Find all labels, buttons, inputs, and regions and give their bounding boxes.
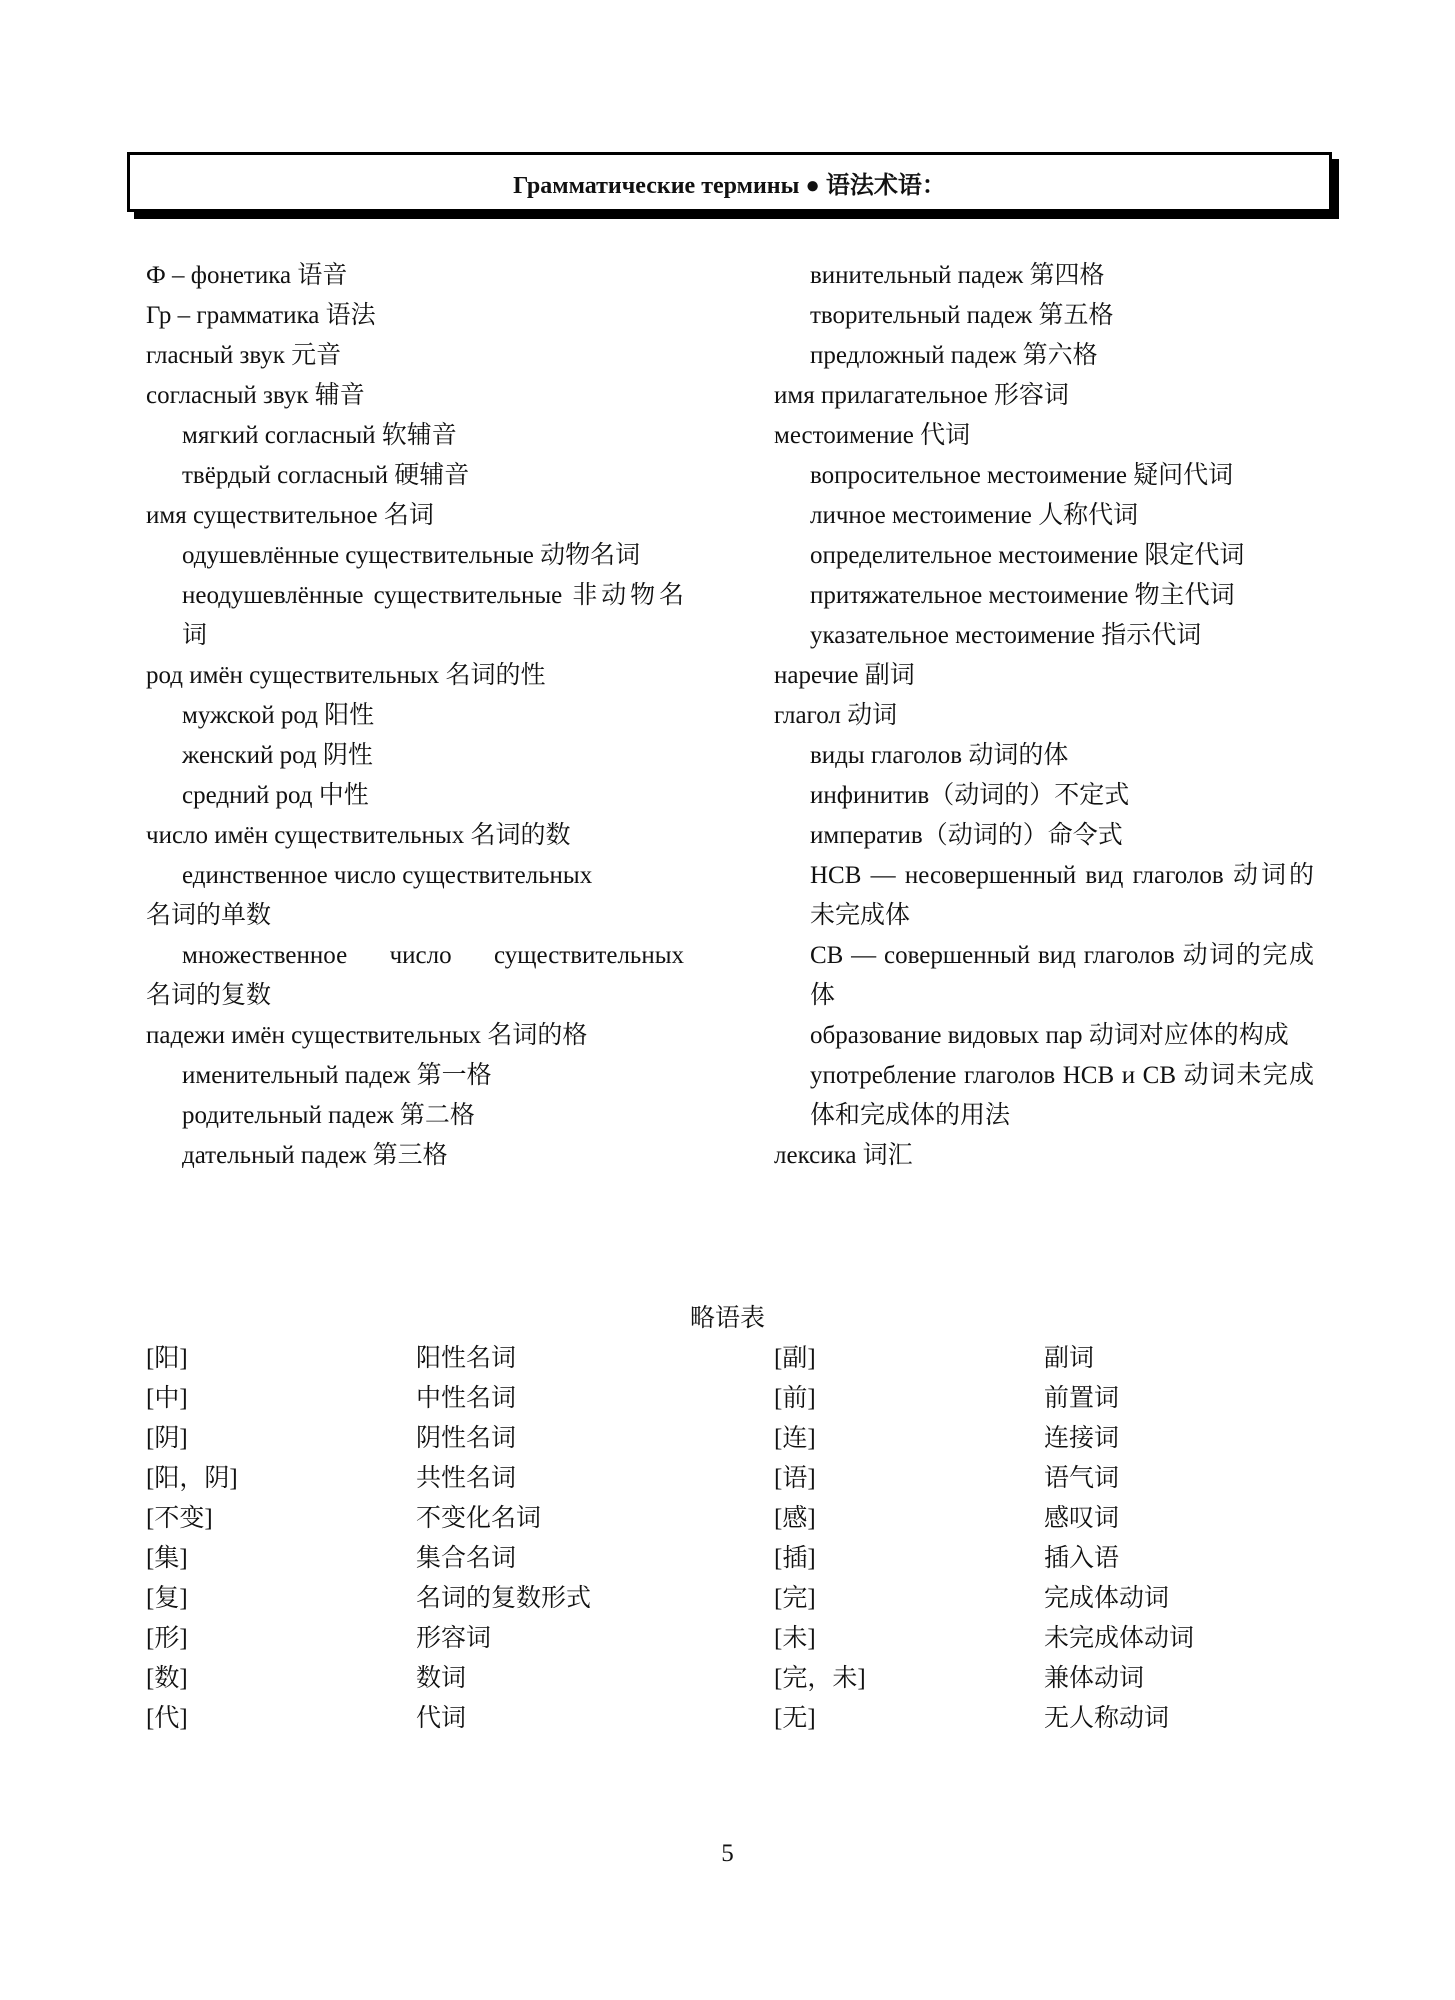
abbreviation-key: [语] xyxy=(774,1465,816,1492)
abbreviation-row xyxy=(774,1339,1194,1379)
term-entry: женский род 阴性 xyxy=(182,742,373,769)
abbreviation-key: [无] xyxy=(774,1705,816,1732)
abbreviation-meaning: 无人称动词 xyxy=(1044,1705,1170,1732)
abbreviation-key: [副] xyxy=(774,1345,816,1372)
abbreviation-row xyxy=(146,1659,591,1699)
abbreviation-key: [感] xyxy=(774,1505,816,1532)
abbreviation-list-left xyxy=(146,1339,591,1739)
abbreviation-meaning: 中性名词 xyxy=(416,1385,517,1412)
abbreviation-meaning: 感叹词 xyxy=(1044,1505,1120,1532)
term-entry: неодушевлённые существительные 非动物名词 xyxy=(182,582,684,649)
abbreviation-row xyxy=(146,1699,591,1739)
term-entry: род имён существительных 名词的性 xyxy=(146,662,546,689)
abbreviation-meaning: 共性名词 xyxy=(416,1465,517,1492)
terms-column-left xyxy=(146,256,684,1176)
abbreviation-key: [复] xyxy=(146,1585,188,1612)
term-entry: одушевлённые существительные 动物名词 xyxy=(182,542,641,569)
term-entry: вопросительное местоимение 疑问代词 xyxy=(810,462,1234,489)
term-entry: твёрдый согласный 硬辅音 xyxy=(182,462,470,489)
term-entry: именительный падеж 第一格 xyxy=(182,1062,492,1089)
abbreviation-row xyxy=(774,1379,1194,1419)
abbreviation-key: [阳，阴] xyxy=(146,1465,238,1492)
abbreviation-meaning: 连接词 xyxy=(1044,1425,1120,1452)
abbreviation-row xyxy=(146,1579,591,1619)
term-entry: 名词的复数 xyxy=(146,982,272,1009)
term-entry: определительное местоимение 限定代词 xyxy=(810,542,1245,569)
abbreviation-table-title: 略语表 xyxy=(689,1305,765,1332)
abbreviation-list-right xyxy=(774,1339,1194,1739)
term-entry: дательный падеж 第三格 xyxy=(182,1142,448,1169)
term-entry: употребление глаголов НСВ и СВ 动词未完成体和完成体的用法 xyxy=(810,1062,1314,1129)
abbreviation-key: [代] xyxy=(146,1705,188,1732)
terms-column-right xyxy=(774,256,1314,1176)
term-entry: глагол 动词 xyxy=(774,702,898,729)
term-entry: падежи имён существительных 名词的格 xyxy=(146,1022,588,1049)
abbreviation-meaning: 前置词 xyxy=(1044,1385,1120,1412)
abbreviation-key: [未] xyxy=(774,1625,816,1652)
abbreviation-meaning: 代词 xyxy=(416,1705,467,1732)
abbreviation-row xyxy=(146,1339,591,1379)
abbreviation-row xyxy=(774,1499,1194,1539)
abbreviation-meaning: 语气词 xyxy=(1044,1465,1120,1492)
term-entry: Гр – грамматика 语法 xyxy=(146,302,376,329)
term-entry: наречие 副词 xyxy=(774,662,915,689)
abbreviation-row xyxy=(146,1539,591,1579)
section-title-box xyxy=(127,152,1332,212)
abbreviation-row xyxy=(146,1619,591,1659)
abbreviation-meaning: 副词 xyxy=(1044,1345,1095,1372)
term-entry: Ф – фонетика 语音 xyxy=(146,262,348,289)
term-entry: виды глаголов 动词的体 xyxy=(810,742,1069,769)
term-entry: множественное число существительных xyxy=(182,942,684,969)
abbreviation-row xyxy=(146,1499,591,1539)
term-entry: имя существительное 名词 xyxy=(146,502,434,529)
term-entry: императив（动词的）命令式 xyxy=(810,822,1123,849)
abbreviation-key: [集] xyxy=(146,1545,188,1572)
abbreviation-meaning: 兼体动词 xyxy=(1044,1665,1145,1692)
term-entry: местоимение 代词 xyxy=(774,422,971,449)
abbreviation-row xyxy=(774,1579,1194,1619)
abbreviation-meaning: 名词的复数形式 xyxy=(416,1585,592,1612)
abbreviation-key: [前] xyxy=(774,1385,816,1412)
term-entry: число имён существительных 名词的数 xyxy=(146,822,571,849)
abbreviation-key: [插] xyxy=(774,1545,816,1572)
abbreviation-meaning: 阴性名词 xyxy=(416,1425,517,1452)
abbreviation-meaning: 数词 xyxy=(416,1665,467,1692)
term-entry: НСВ — несовершенный вид глаголов 动词的未完成体 xyxy=(810,862,1314,929)
abbreviation-key: [数] xyxy=(146,1665,188,1692)
abbreviation-row xyxy=(774,1419,1194,1459)
term-entry: единственное число существительных xyxy=(182,862,593,889)
term-entry: инфинитив（动词的）不定式 xyxy=(810,782,1130,809)
abbreviation-meaning: 插入语 xyxy=(1044,1545,1120,1572)
abbreviation-key: [完] xyxy=(774,1585,816,1612)
abbreviation-key: [完，未] xyxy=(774,1665,866,1692)
abbreviation-meaning: 集合名词 xyxy=(416,1545,517,1572)
term-entry: согласный звук 辅音 xyxy=(146,382,365,409)
term-entry: родительный падеж 第二格 xyxy=(182,1102,475,1129)
abbreviation-meaning: 阳性名词 xyxy=(416,1345,517,1372)
abbreviation-meaning: 未完成体动词 xyxy=(1044,1625,1195,1652)
abbreviation-key: [不变] xyxy=(146,1505,213,1532)
abbreviation-key: [形] xyxy=(146,1625,188,1652)
term-entry: винительный падеж 第四格 xyxy=(810,262,1105,289)
term-entry: СВ — совершенный вид глаголов 动词的完成体 xyxy=(810,942,1314,1009)
term-entry: указательное местоимение 指示代词 xyxy=(810,622,1202,649)
section-title: Грамматические термины ● 语法术语： xyxy=(513,172,946,199)
term-entry: притяжательное местоимение 物主代词 xyxy=(810,582,1235,609)
abbreviation-key: [阳] xyxy=(146,1345,188,1372)
abbreviation-row xyxy=(774,1619,1194,1659)
abbreviation-row xyxy=(146,1379,591,1419)
term-entry: 名词的单数 xyxy=(146,902,272,929)
abbreviation-meaning: 不变化名词 xyxy=(416,1505,542,1532)
abbreviation-key: [连] xyxy=(774,1425,816,1452)
abbreviation-key: [阴] xyxy=(146,1425,188,1452)
abbreviation-row xyxy=(146,1419,591,1459)
abbreviation-row xyxy=(774,1539,1194,1579)
term-entry: имя прилагательное 形容词 xyxy=(774,382,1069,409)
term-entry: творительный падеж 第五格 xyxy=(810,302,1114,329)
abbreviation-row xyxy=(774,1699,1194,1739)
page-number: 5 xyxy=(721,1840,734,1867)
term-entry: предложный падеж 第六格 xyxy=(810,342,1098,369)
term-entry: мужской род 阳性 xyxy=(182,702,375,729)
abbreviation-meaning: 完成体动词 xyxy=(1044,1585,1170,1612)
abbreviation-row xyxy=(146,1459,591,1499)
term-entry: образование видовых пар 动词对应体的构成 xyxy=(810,1022,1289,1049)
abbreviation-meaning: 形容词 xyxy=(416,1625,492,1652)
term-entry: мягкий согласный 软辅音 xyxy=(182,422,457,449)
abbreviation-row xyxy=(774,1659,1194,1699)
term-entry: гласный звук 元音 xyxy=(146,342,342,369)
abbreviation-key: [中] xyxy=(146,1385,188,1412)
term-entry: личное местоимение 人称代词 xyxy=(810,502,1139,529)
term-entry: лексика 词汇 xyxy=(774,1142,913,1169)
abbreviation-row xyxy=(774,1459,1194,1499)
term-entry: средний род 中性 xyxy=(182,782,369,809)
